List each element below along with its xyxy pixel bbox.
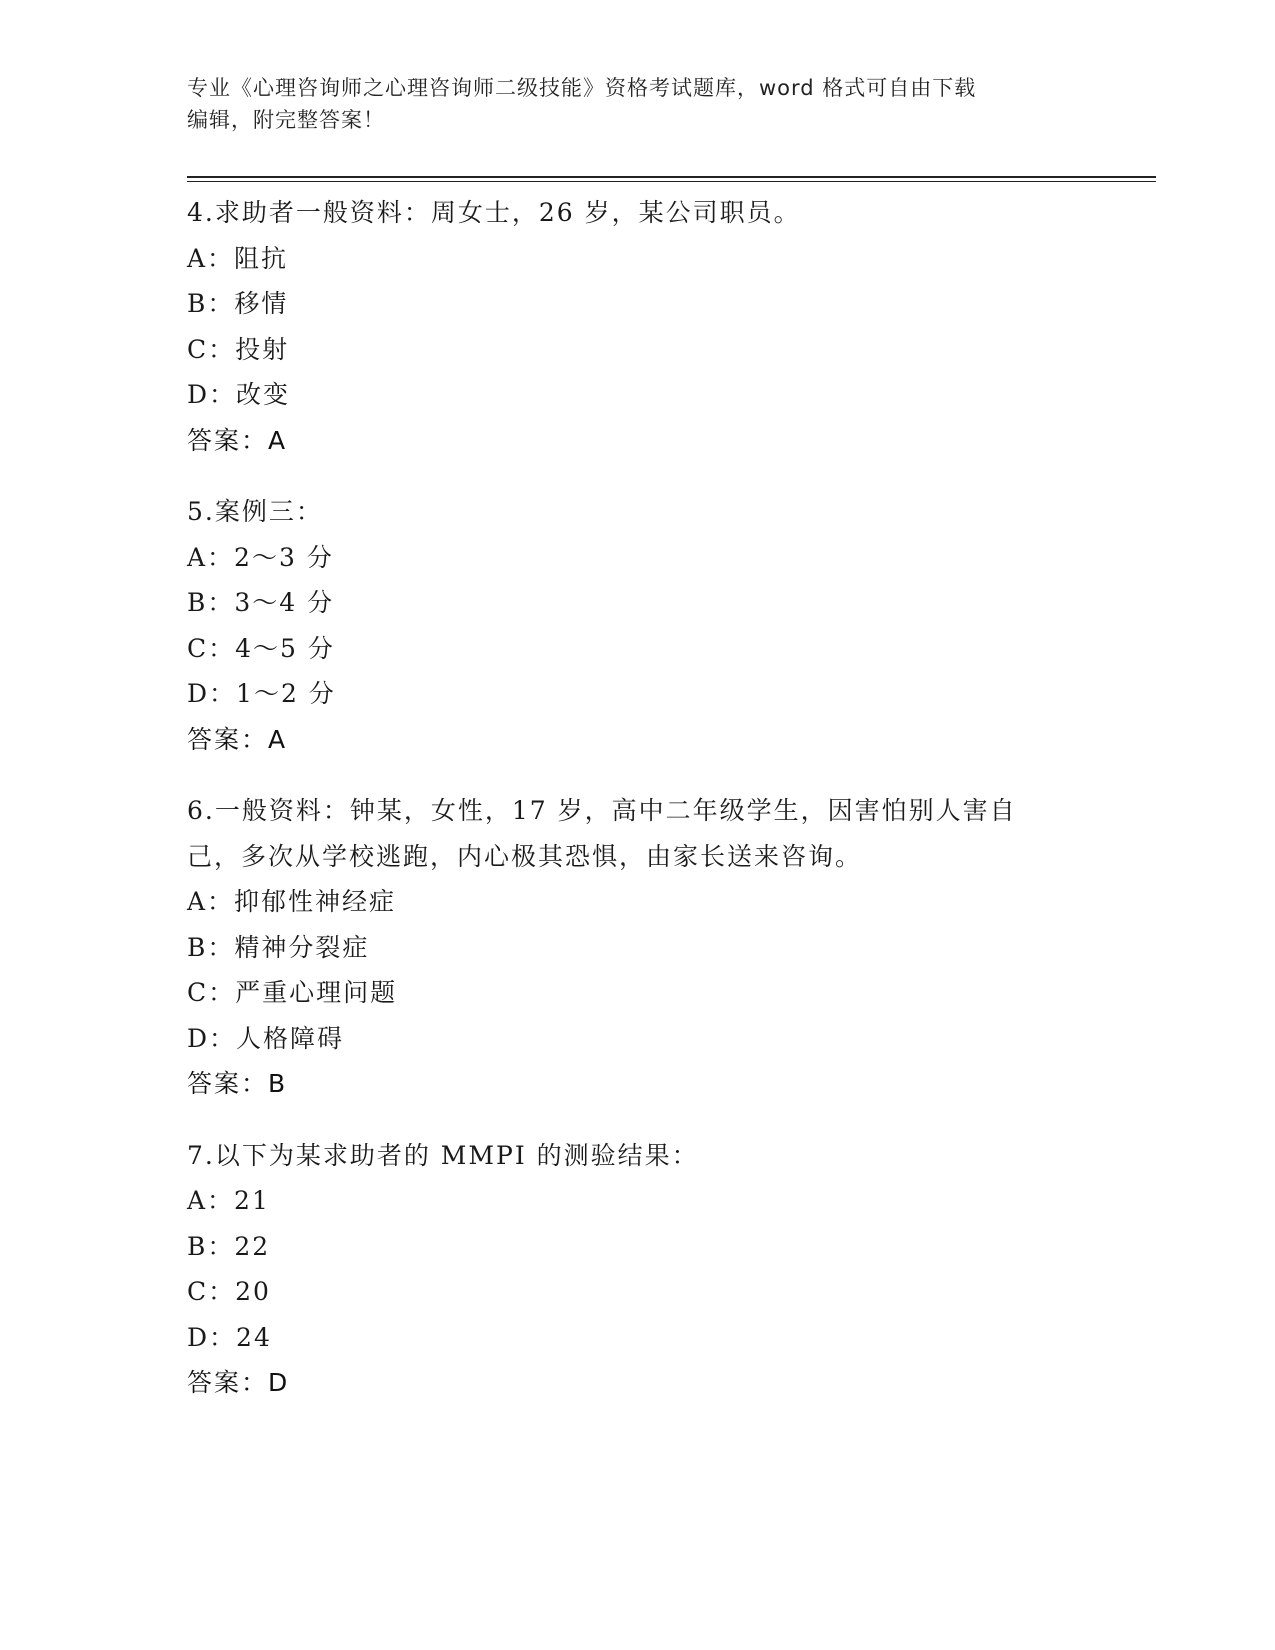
option-a: A：2～3 分 — [187, 542, 334, 572]
question-4 — [187, 190, 1067, 463]
option-c: C：投射 — [187, 334, 290, 364]
option-b: B：22 — [187, 1231, 271, 1261]
option-b: B：精神分裂症 — [187, 932, 370, 962]
header-divider-thick — [187, 176, 1156, 178]
question-7 — [187, 1133, 1067, 1406]
option-c: C：4～5 分 — [187, 633, 335, 663]
option-a: A：阻抗 — [187, 243, 289, 273]
question-stem: 6.一般资料：钟某，女性，17 岁，高中二年级学生，因害怕别人害自己，多次从学校逃跑，内心极其恐惧，由家长送来咨询。 — [187, 796, 1017, 871]
header-line-2: 编辑，附完整答案！ — [187, 108, 385, 132]
answer-label: 答案：B — [187, 1069, 288, 1098]
option-a: A：21 — [187, 1186, 270, 1215]
answer-label: 答案：A — [187, 724, 288, 754]
question-stem: 4.求助者一般资料：周女士，26 岁，某公司职员。 — [187, 198, 801, 227]
question-5 — [187, 489, 1067, 762]
option-b: B：3～4 分 — [187, 588, 335, 617]
answer-label: 答案：D — [187, 1368, 290, 1397]
option-d: D：24 — [187, 1322, 272, 1352]
header-divider-thin — [187, 181, 1156, 182]
question-6 — [187, 788, 1067, 1107]
option-a: A：抑郁性神经症 — [187, 887, 397, 916]
option-b: B：移情 — [187, 289, 289, 318]
option-d: D：改变 — [187, 380, 291, 409]
question-stem: 7.以下为某求助者的 MMPI 的测验结果： — [187, 1140, 699, 1170]
document-header — [187, 72, 1067, 136]
question-stem: 5.案例三： — [187, 497, 323, 526]
question-list — [187, 190, 1067, 1432]
option-c: C：20 — [187, 1277, 271, 1306]
answer-label: 答案：A — [187, 425, 288, 455]
option-d: D：1～2 分 — [187, 679, 336, 708]
option-c: C：严重心理问题 — [187, 978, 398, 1007]
option-d: D：人格障碍 — [187, 1023, 345, 1053]
header-line-1: 专业《心理咨询师之心理咨询师二级技能》资格考试题库，word 格式可自由下载 — [187, 76, 977, 100]
